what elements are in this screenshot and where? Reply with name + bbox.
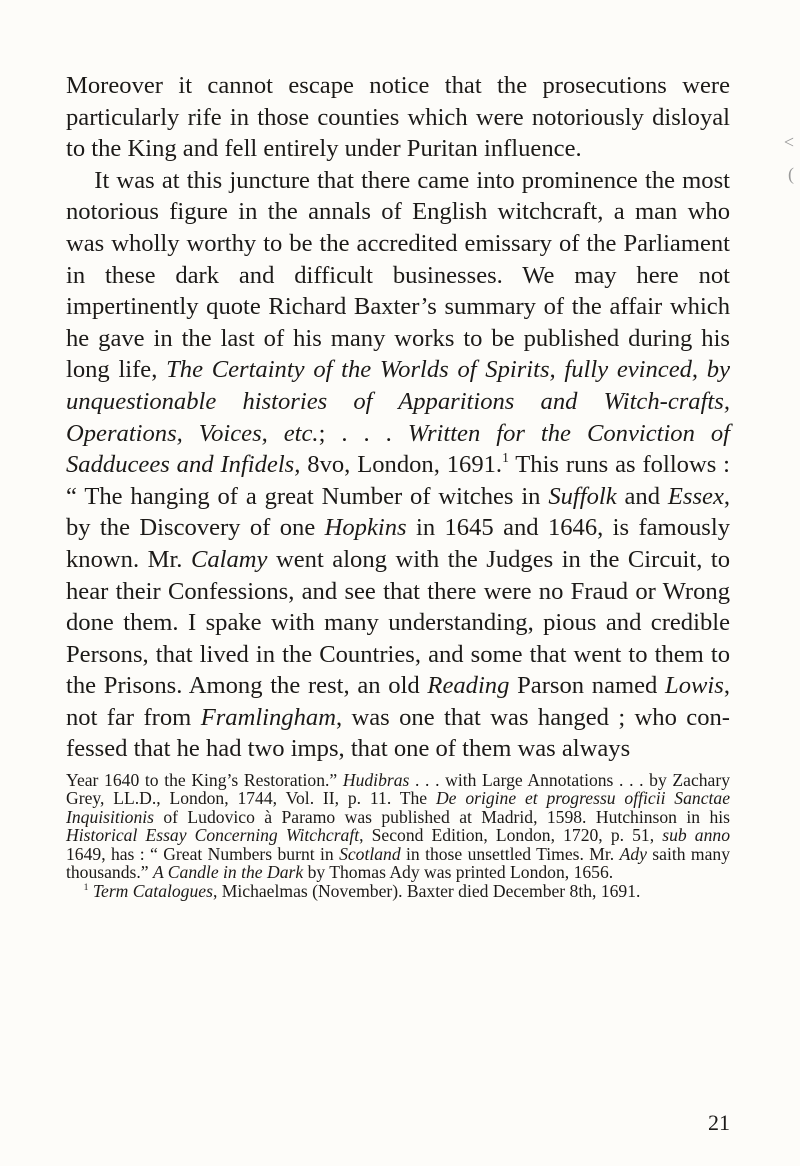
margin-mark: < — [783, 132, 794, 152]
footnote-reference: 1 — [502, 449, 509, 465]
name-ady: Ady — [619, 843, 647, 864]
footnote-number: 1 — [83, 881, 89, 893]
text-run: in those unsettled Times. Mr. — [400, 843, 620, 864]
name-hopkins: Hopkins — [324, 514, 407, 542]
title-historical-essay: Historical Essay Concerning Witchcraft — [66, 825, 360, 846]
place-reading: Reading — [427, 672, 510, 700]
text-run: , was one that was hanged ; who confessed that he had two imps, that one of them was always — [66, 703, 730, 763]
text-run: saith many thousands.” — [66, 843, 730, 883]
footnotes — [66, 771, 730, 900]
place-framlingham: Framlingham — [200, 703, 336, 731]
text-run: , Second Edition, London, 1720, p. 51, — [359, 825, 663, 846]
title-de-origine: De origine et progressu officii Sanctae Inquisitionis — [66, 788, 731, 827]
title-candle-in-the-dark: A Candle in the Dark — [152, 862, 304, 883]
text-run: in 1645 and 1646, is famously known. Mr. — [66, 514, 730, 573]
text-run: of Ludovico à Paramo was published at Madrid, 1598. Hutchinson in his — [153, 806, 730, 827]
text-run: , by the Discovery of one — [66, 482, 731, 542]
text-run: went along with the Judges in the Circuit, to hear their Confessions, and see that there were no Fraud or Wrong done them. I spake with many understanding, pious and credible Persons, that lived in the Countries, and some that went to them to the Prisons. Among the rest, an old — [66, 545, 730, 700]
place-scotland: Scotland — [339, 843, 401, 864]
place-essex: Essex — [667, 482, 724, 510]
paragraph-2 — [66, 165, 730, 765]
latin-sub-anno: sub anno — [662, 825, 730, 846]
text-run: , Michaelmas (November). Baxter died December 8th, 1691. — [212, 880, 641, 901]
footnote-1 — [66, 882, 730, 900]
footnote-continued — [66, 771, 730, 881]
margin-mark: ( — [788, 164, 794, 184]
book-subtitle-baxter: Written for the Conviction of Sadducees and Infidels, — [66, 419, 730, 479]
text-run: , not far from — [66, 672, 730, 731]
title-hudibras: Hudibras — [342, 770, 410, 791]
text-run: ; . . . — [318, 419, 392, 447]
text-run: by Thomas Ady was printed London, 1656. — [303, 862, 614, 883]
text-run: This runs as follows : “ The hanging of a great Number of witches in — [66, 451, 730, 510]
page-content — [66, 70, 730, 900]
paragraph-1: Moreover it cannot escape notice that the prosecutions were particularly rife in those counties which were notoriously disloyal to the King and fell entirely under Puritan influence. — [66, 72, 730, 163]
book-title-baxter: The Certainty of the Worlds of Spirits, fully evinced, by unquestionable histories of Apparitions and Witch-crafts, Operations, Voices, etc. — [66, 356, 730, 447]
text-run: 8vo, London, 1691. — [307, 451, 503, 479]
main-text — [66, 70, 730, 765]
text-run: . . . with Large Annotations . . . by Zachary Grey, LL.D., London, 1744, Vol. II, p. 11. The — [66, 770, 731, 809]
text-run: 1649, has : “ Great Numbers burnt in — [66, 843, 340, 864]
text-run: It was at this juncture that there came into prominence the most notorious figure in the annals of English witchcraft, a man who was wholly worthy to be the accredited emissary of the Parliament in these dark and difficult businesses. We may here not impertinently quote Richard Baxter’s summary of the affair which he gave in the last of his many works to be published during his long life, — [66, 166, 730, 384]
text-run: and — [616, 482, 668, 510]
text-run: Year 1640 to the King’s Restoration.” — [66, 770, 343, 791]
name-calamy: Calamy — [190, 545, 268, 573]
place-suffolk: Suffolk — [548, 482, 617, 510]
text-run: Parson named — [509, 672, 666, 700]
page-number: 21 — [708, 1110, 730, 1135]
name-lowis: Lowis — [665, 672, 724, 700]
title-term-catalogues: Term Catalogues — [92, 880, 213, 901]
